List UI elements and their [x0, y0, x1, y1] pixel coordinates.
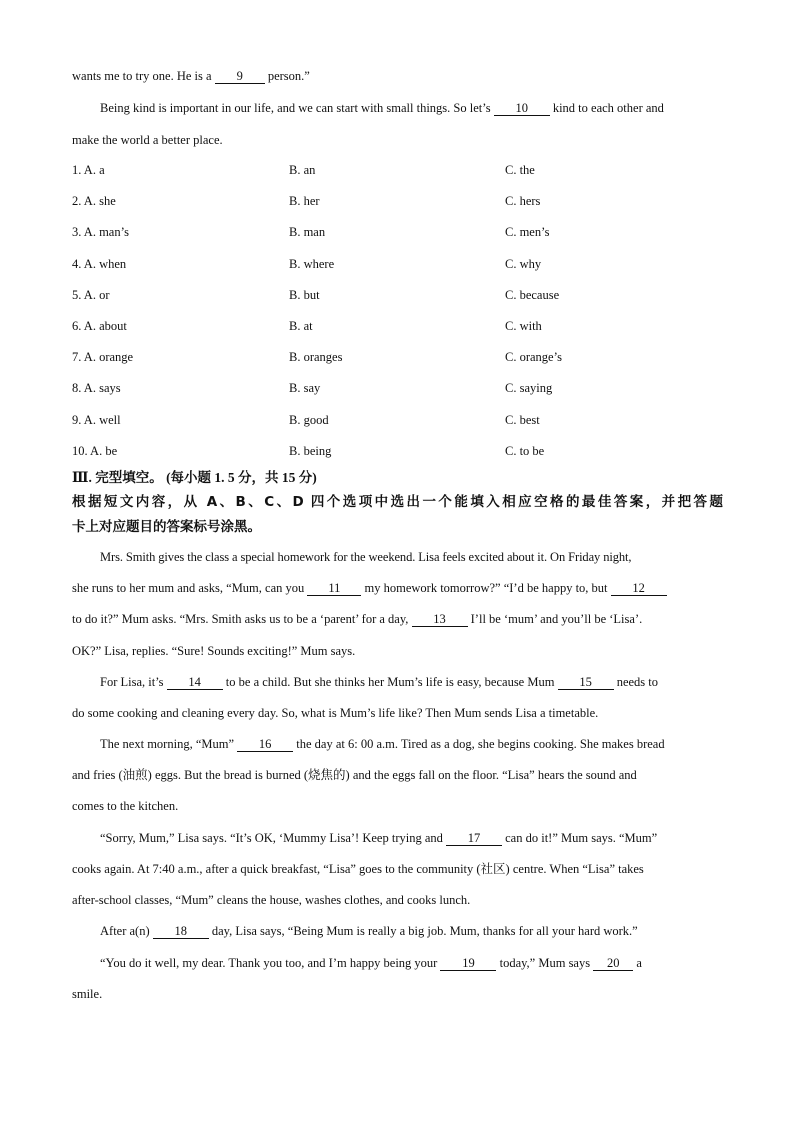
- option-a: 9. A. well: [72, 413, 121, 427]
- passage-line: [100, 830, 657, 846]
- option-b: B. her: [289, 194, 320, 208]
- text: person.”: [264, 69, 310, 83]
- text: wants me to try one. He is a: [72, 69, 215, 83]
- option-a: 2. A. she: [72, 194, 116, 208]
- option-b: B. man: [289, 225, 326, 239]
- option-c: C. to be: [505, 444, 545, 458]
- option-b: B. oranges: [289, 350, 343, 364]
- option-b: B. but: [289, 288, 320, 302]
- section-title: Ⅲ. 完型填空。 (每小题 1. 5 分，共 15 分): [72, 470, 317, 485]
- passage-line: [100, 100, 664, 116]
- option-a: 4. A. when: [72, 257, 127, 271]
- text: she runs to her mum and asks, “Mum, can you: [72, 581, 308, 595]
- blank-20: 20: [593, 957, 633, 971]
- option-c: C. saying: [505, 381, 553, 395]
- option-a: 5. A. or: [72, 288, 110, 302]
- blank-11: 11: [307, 582, 361, 596]
- blank-19: 19: [440, 957, 496, 971]
- option-a: 8. A. says: [72, 381, 121, 395]
- text: to do it?” Mum asks. “Mrs. Smith asks us to be a ‘parent’ for a day,: [72, 612, 412, 626]
- option-a: 1. A. a: [72, 163, 105, 177]
- option-b: B. being: [289, 444, 332, 458]
- text: needs to: [613, 675, 659, 689]
- blank-14: 14: [167, 676, 223, 690]
- passage-line: and fries (油煎) eggs. But the bread is burned (烧焦的) and the eggs fall on the floor. “Lisa” hears the sound and: [72, 768, 637, 782]
- section-instruction: 根据短文内容，从 A、B、C、D 四个选项中选出一个能填入相应空格的最佳答案，并把答题: [72, 494, 723, 510]
- text: Being kind is important in our life, and we can start with small things. So let’s: [100, 101, 494, 115]
- passage-line: [72, 611, 642, 627]
- option-c: C. orange’s: [505, 350, 562, 364]
- passage-line: [72, 580, 667, 596]
- text: to be a child. But she thinks her Mum’s life is easy, because Mum: [222, 675, 558, 689]
- blank-18: 18: [153, 925, 209, 939]
- passage-line: do some cooking and cleaning every day. So, what is Mum’s life like? Then Mum sends Lisa a timetable.: [72, 706, 599, 720]
- section-instruction: 卡上对应题目的答案标号涂黑。: [72, 519, 261, 535]
- blank-10: 10: [494, 102, 550, 116]
- text: “Sorry, Mum,” Lisa says. “It’s OK, ‘Mummy Lisa’! Keep trying and: [100, 831, 446, 845]
- blank-9: 9: [215, 70, 265, 84]
- passage-line: [100, 674, 658, 690]
- text: today,” Mum says: [496, 956, 594, 970]
- text: For Lisa, it’s: [100, 675, 167, 689]
- passage-line: [72, 68, 310, 84]
- passage-line: smile.: [72, 987, 103, 1001]
- option-c: C. men’s: [505, 225, 550, 239]
- option-a: 3. A. man’s: [72, 225, 129, 239]
- passage-line: comes to the kitchen.: [72, 799, 179, 813]
- text: “You do it well, my dear. Thank you too, and I’m happy being your: [100, 956, 441, 970]
- text: kind to each other and: [549, 101, 664, 115]
- option-a: 7. A. orange: [72, 350, 134, 364]
- option-a: 6. A. about: [72, 319, 127, 333]
- option-b: B. where: [289, 257, 335, 271]
- passage-line: OK?” Lisa, replies. “Sure! Sounds exciting!” Mum says.: [72, 644, 356, 658]
- option-a: 10. A. be: [72, 444, 118, 458]
- option-c: C. best: [505, 413, 540, 427]
- option-c: C. with: [505, 319, 542, 333]
- blank-17: 17: [446, 832, 502, 846]
- text: a: [633, 956, 642, 970]
- option-c: C. hers: [505, 194, 541, 208]
- option-b: B. an: [289, 163, 316, 177]
- option-b: B. at: [289, 319, 313, 333]
- text: day, Lisa says, “Being Mum is really a big job. Mum, thanks for all your hard work.”: [208, 924, 638, 938]
- passage-line: make the world a better place.: [72, 133, 223, 147]
- blank-13: 13: [412, 613, 468, 627]
- option-b: B. say: [289, 381, 321, 395]
- blank-16: 16: [237, 738, 293, 752]
- option-c: C. because: [505, 288, 560, 302]
- passage-line: cooks again. At 7:40 a.m., after a quick breakfast, “Lisa” goes to the community (社区) centre. When “Lisa” takes: [72, 862, 644, 876]
- blank-15: 15: [558, 676, 614, 690]
- blank-12: 12: [611, 582, 667, 596]
- text: my homework tomorrow?” “I’d be happy to, but: [361, 581, 611, 595]
- text: I’ll be ‘mum’ and you’ll be ‘Lisa’.: [467, 612, 643, 626]
- option-c: C. the: [505, 163, 535, 177]
- option-c: C. why: [505, 257, 542, 271]
- text: After a(n): [100, 924, 153, 938]
- passage-line: [100, 736, 665, 752]
- text: Mrs. Smith gives the class a special homework for the weekend. Lisa feels excited about it. On Friday night,: [100, 550, 632, 564]
- text: the day at 6: 00 a.m. Tired as a dog, she begins cooking. She makes bread: [293, 737, 665, 751]
- passage-line: [100, 923, 638, 939]
- text: The next morning, “Mum”: [100, 737, 238, 751]
- text: can do it!” Mum says. “Mum”: [502, 831, 658, 845]
- passage-line: [100, 955, 642, 971]
- passage-line: after-school classes, “Mum” cleans the house, washes clothes, and cooks lunch.: [72, 893, 471, 907]
- passage-line: [100, 549, 723, 565]
- option-b: B. good: [289, 413, 329, 427]
